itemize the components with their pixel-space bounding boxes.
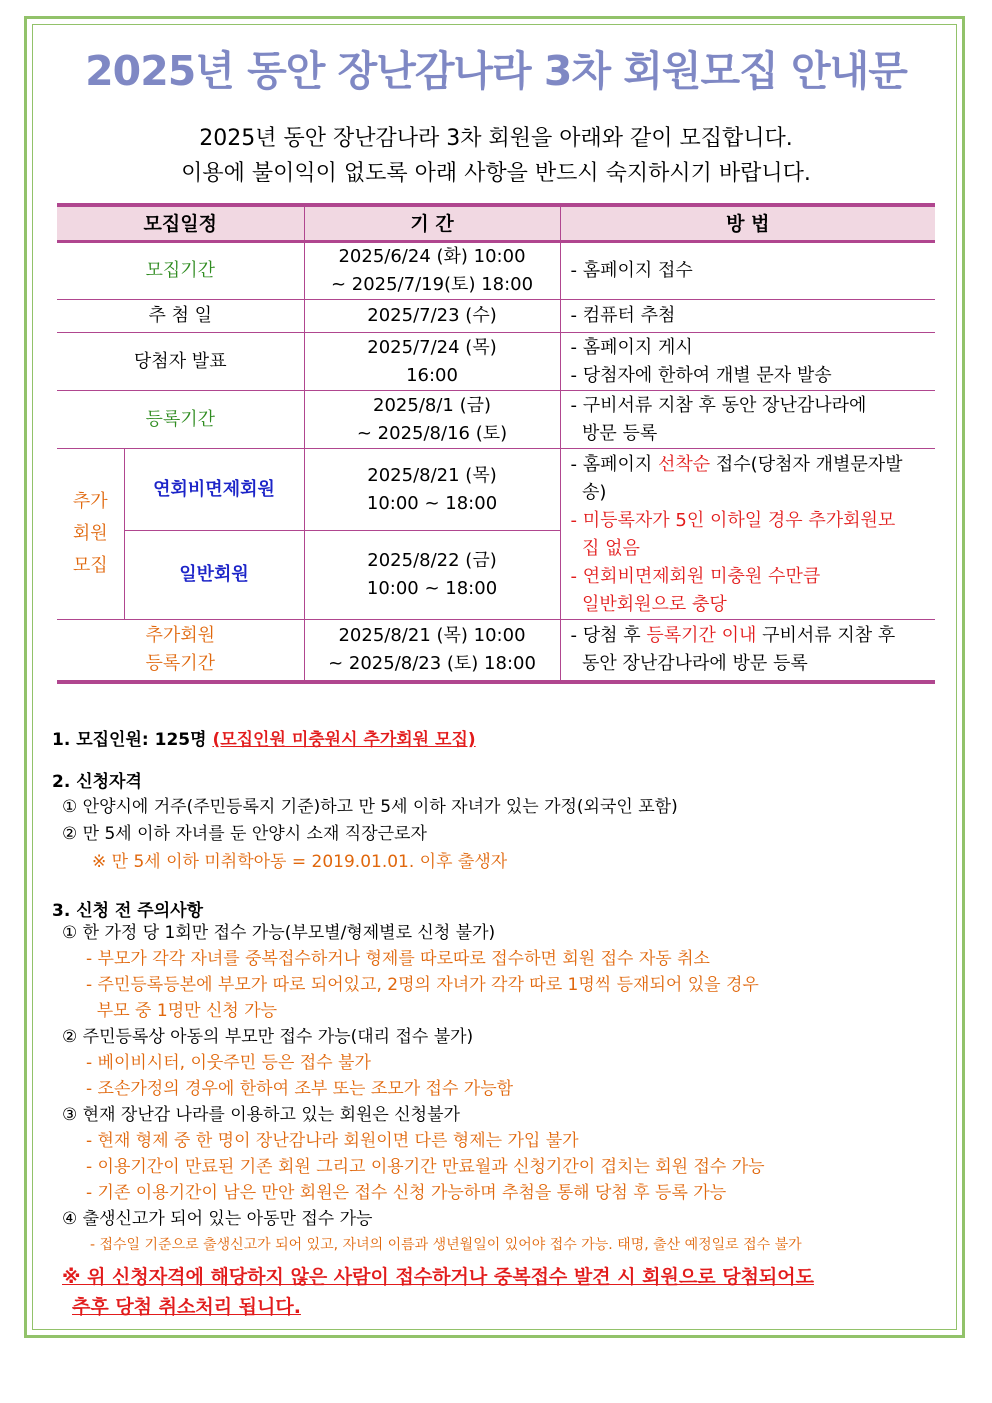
caution-item: ④ 출생신고가 되어 있는 아동만 접수 가능 bbox=[62, 1209, 373, 1229]
row-method: - 홈페이지 접수 bbox=[560, 242, 935, 300]
row-method: - 당첨 후 등록기간 이내 구비서류 지참 후 동안 장난감나라에 방문 등록 bbox=[560, 620, 935, 682]
caution-subitem: - 기존 이용기간이 남은 만안 회원은 접수 신청 가능하며 추첨을 통해 당첨 후 등록 가능 bbox=[86, 1183, 727, 1203]
eligibility-item: ① 안양시에 거주(주민등록지 기준)하고 만 5세 이하 자녀가 있는 가정(외국인 포함) bbox=[62, 797, 678, 817]
row-label: 모집기간 bbox=[57, 242, 304, 300]
section-recruit-count: 1. 모집인원: 125명 (모집인원 미충원시 추가회원 모집) bbox=[52, 730, 476, 750]
row-period: 2025/6/24 (화) 10:00 ~ 2025/7/19(토) 18:00 bbox=[304, 242, 560, 300]
table-row bbox=[57, 620, 935, 682]
row-period: 2025/8/1 (금) ~ 2025/8/16 (토) bbox=[304, 391, 560, 449]
caution-item: ② 주민등록상 아동의 부모만 접수 가능(대리 접수 불가) bbox=[62, 1027, 474, 1047]
header-period: 기 간 bbox=[304, 205, 560, 242]
page-title: 2025년 동안 장난감나라 3차 회원모집 안내문 bbox=[85, 47, 907, 95]
caution-subitem: - 접수일 기준으로 출생신고가 되어 있고, 자녀의 이름과 생년월일이 있어야 접수 가능. 태명, 출산 예정일로 접수 불가 bbox=[90, 1237, 802, 1253]
row-period: 2025/8/22 (금) 10:00 ~ 18:00 bbox=[304, 531, 560, 620]
table-row bbox=[57, 300, 935, 333]
caution-subitem: - 현재 형제 중 한 명이 장난감나라 회원이면 다른 형제는 가입 불가 bbox=[86, 1131, 579, 1151]
row-period: 2025/8/21 (목) 10:00 ~ 2025/8/23 (토) 18:00 bbox=[304, 620, 560, 682]
caution-subitem: - 조손가정의 경우에 한하여 조부 또는 조모가 접수 가능함 bbox=[86, 1079, 514, 1099]
extra-method: - 홈페이지 선착순 접수(당첨자 개별문자발 송) - 미등록자가 5인 이하일 경우 추가회원모 집 없음 - 연회비면제회원 미충원 수만큼 일반회원으로 충당 bbox=[560, 449, 935, 620]
section-cautions-title: 3. 신청 전 주의사항 bbox=[52, 901, 203, 921]
caution-item: ③ 현재 장난감 나라를 이용하고 있는 회원은 신청불가 bbox=[62, 1105, 460, 1125]
row-period: 2025/7/24 (목) 16:00 bbox=[304, 333, 560, 391]
eligibility-note: ※ 만 5세 이하 미취학아동 = 2019.01.01. 이후 출생자 bbox=[92, 852, 508, 872]
warning-line-2: 추후 당첨 취소처리 됩니다. bbox=[72, 1296, 301, 1318]
warning-line-1: ※ 위 신청자격에 해당하지 않은 사람이 접수하거나 중복접수 발견 시 회원으로 당첨되어도 bbox=[62, 1266, 814, 1288]
section-eligibility-title: 2. 신청자격 bbox=[52, 772, 142, 792]
table-header-row bbox=[57, 205, 935, 242]
extra-group-label: 추가 회원 모집 bbox=[57, 449, 124, 620]
row-label: 추 첨 일 bbox=[57, 300, 304, 333]
caution-subitem: - 베이비시터, 이웃주민 등은 접수 불가 bbox=[86, 1053, 371, 1073]
caution-item: ① 한 가정 당 1회만 접수 가능(부모별/형제별로 신청 불가) bbox=[62, 923, 496, 943]
caution-subitem: - 주민등록등본에 부모가 따로 되어있고, 2명의 자녀가 각각 따로 1명씩 등재되어 있을 경우 bbox=[86, 975, 759, 995]
row-period: 2025/7/23 (수) bbox=[304, 300, 560, 333]
row-method: - 홈페이지 게시 - 당첨자에 한하여 개별 문자 발송 bbox=[560, 333, 935, 391]
row-label: 추가회원 등록기간 bbox=[57, 620, 304, 682]
intro-line-2: 이용에 불이익이 없도록 아래 사항을 반드시 숙지하시기 바랍니다. bbox=[181, 161, 811, 186]
table-row bbox=[57, 242, 935, 300]
extra-sub-label: 연회비면제회원 bbox=[124, 449, 304, 531]
row-period: 2025/8/21 (목) 10:00 ~ 18:00 bbox=[304, 449, 560, 531]
row-method: - 구비서류 지참 후 동안 장난감나라에 방문 등록 bbox=[560, 391, 935, 449]
caution-subitem: 부모 중 1명만 신청 가능 bbox=[86, 1001, 278, 1021]
extra-sub-label: 일반회원 bbox=[124, 531, 304, 620]
row-label: 당첨자 발표 bbox=[57, 333, 304, 391]
caution-subitem: - 이용기간이 만료된 기존 회원 그리고 이용기간 만료월과 신청기간이 겹치는 회원 접수 가능 bbox=[86, 1157, 765, 1177]
header-method: 방 법 bbox=[560, 205, 935, 242]
table-row bbox=[57, 333, 935, 391]
schedule-table bbox=[57, 203, 935, 684]
caution-subitem: - 부모가 각각 자녀를 중복접수하거나 형제를 따로따로 접수하면 회원 접수 자동 취소 bbox=[86, 949, 710, 969]
intro-line-1: 2025년 동안 장난감나라 3차 회원을 아래와 같이 모집합니다. bbox=[199, 126, 793, 151]
table-row bbox=[57, 391, 935, 449]
header-schedule: 모집일정 bbox=[57, 205, 304, 242]
row-method: - 컴퓨터 추첨 bbox=[560, 300, 935, 333]
eligibility-item: ② 만 5세 이하 자녀를 둔 안양시 소재 직장근로자 bbox=[62, 824, 427, 844]
row-label: 등록기간 bbox=[57, 391, 304, 449]
table-row bbox=[57, 449, 935, 531]
